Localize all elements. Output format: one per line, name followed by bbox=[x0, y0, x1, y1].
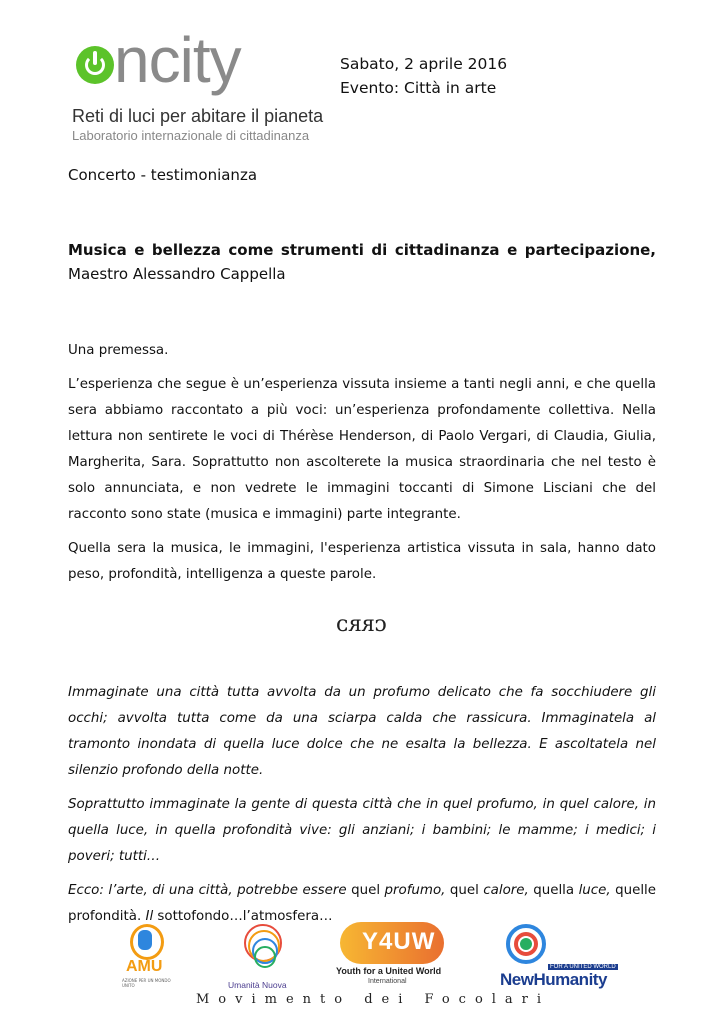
power-icon bbox=[76, 46, 114, 84]
text-run: calore, bbox=[478, 883, 534, 898]
oncity-logo bbox=[70, 24, 330, 146]
paragraph: Soprattutto immaginate la gente di questa città che in quel profumo, in quel calore, in quella luce, in quella profondità vive: gli anziani; i bambini; le mamme; i medici; i poveri; tutti… bbox=[68, 797, 656, 864]
paragraph: Quella sera la musica, le immagini, l'esperienza artistica vissuta in sala, hanno dato peso, profondità, intelligenza a queste parole. bbox=[68, 541, 656, 582]
movement-name: Movimento dei Focolari bbox=[196, 992, 551, 1007]
amu-subtitle: AZIONE PER UN MONDO UNITO bbox=[122, 978, 171, 988]
paragraph: Immaginate una città tutta avvolta da un profumo delicato che fa socchiudere gli occhi; avvolta tutta come da una sciarpa calda che rassicura. Immaginatela al tramonto inondata di quella luce dolce che ne esalta la bellezza. E ascoltatela nel silenzio profondo della notte. bbox=[68, 685, 656, 778]
text-run: quel bbox=[351, 883, 381, 898]
amu-logo bbox=[112, 920, 182, 992]
title-main: Musica e bellezza come strumenti di cittadinanza e partecipazione, bbox=[68, 241, 656, 259]
footer-logos bbox=[100, 920, 640, 992]
logo-subtagline: Laboratorio internazionale di cittadinanza bbox=[72, 128, 310, 143]
section-label: Concerto - testimonianza bbox=[68, 166, 258, 184]
umanita-nuova-name: Umanità Nuova bbox=[228, 980, 287, 990]
text-run: quella bbox=[533, 883, 575, 898]
umanita-nuova-logo bbox=[228, 920, 298, 992]
amu-person-icon bbox=[138, 930, 152, 950]
text-run: profumo, bbox=[380, 883, 450, 898]
new-humanity-tag: FOR A UNITED WORLD bbox=[550, 964, 616, 970]
text-run: Ecco: l’arte, di una città, potrebbe essere bbox=[68, 883, 352, 898]
paragraph: Una premessa. bbox=[68, 343, 169, 358]
text-run: sottofondo…l’atmosfera… bbox=[153, 909, 333, 924]
body-text bbox=[68, 338, 656, 596]
globe-core-icon bbox=[520, 938, 532, 950]
logo-tagline: Reti di luci per abitare il pianeta bbox=[72, 106, 324, 126]
text-run: profondità. bbox=[68, 909, 146, 924]
event-name: Evento: Città in arte bbox=[340, 79, 497, 97]
text-run: quel bbox=[449, 883, 479, 898]
ornament-divider: ᴄᴙᴙᴐ bbox=[336, 612, 387, 637]
y4uw-name: Y4UW bbox=[362, 928, 436, 955]
text-run: luce, bbox=[574, 883, 616, 898]
new-humanity-name: NewHumanity bbox=[500, 970, 607, 989]
document-title bbox=[68, 238, 656, 286]
text-run: quelle bbox=[615, 883, 657, 898]
y4uw-logo bbox=[332, 920, 450, 992]
circle-icon bbox=[254, 946, 276, 968]
new-humanity-logo bbox=[500, 920, 616, 992]
y4uw-line2: International bbox=[368, 978, 407, 985]
event-info bbox=[340, 52, 507, 100]
event-date: Sabato, 2 aprile 2016 bbox=[340, 55, 508, 73]
italic-text bbox=[68, 680, 656, 938]
text-run: Il bbox=[145, 909, 154, 924]
amu-name: AMU bbox=[126, 958, 163, 975]
y4uw-line1: Youth for a United World bbox=[336, 966, 442, 976]
logo-word: ncity bbox=[114, 24, 241, 96]
paragraph: L’esperienza che segue è un’esperienza vissuta insieme a tanti negli anni, e che quella sera abbiamo raccontato a più voci: un’esperienza profondamente collettiva. Nella lettura non sentirete le voci di Thérèse Henderson, di Paolo Vergari, di Claudia, Giulia, Margherita, Sara. Soprattutto non ascolterete la musica straordinaria che nel testo è solo annunciata, e non vedrete le immagini toccanti di Simone Lisciani che del racconto sono state (musica e immagini) parte integrante. bbox=[68, 377, 656, 522]
title-author: Maestro Alessandro Cappella bbox=[68, 265, 286, 283]
